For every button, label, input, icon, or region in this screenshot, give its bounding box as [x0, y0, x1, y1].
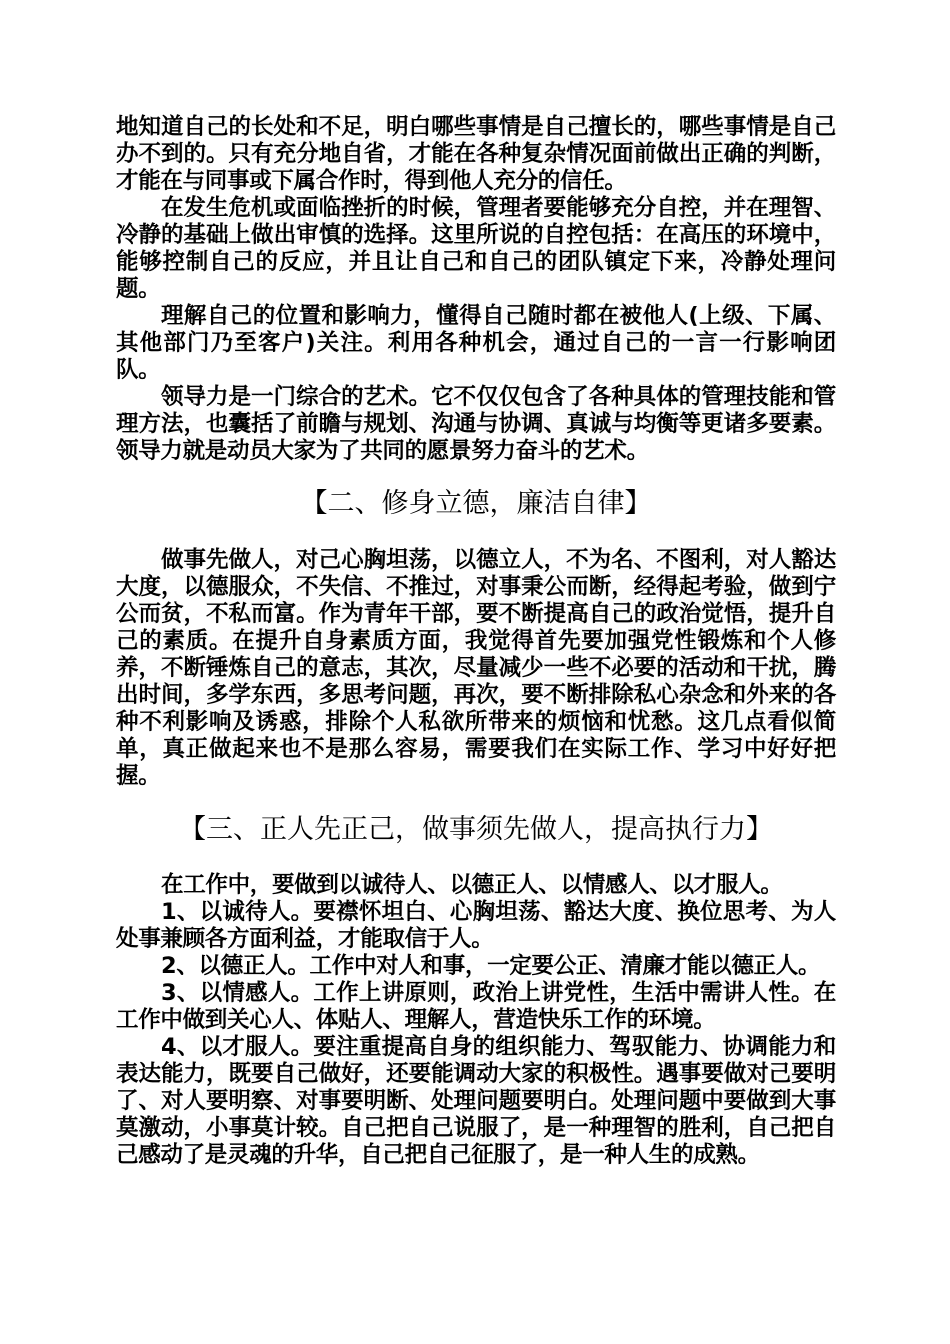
paragraph-self-cultivation: 做事先做人，对己心胸坦荡，以德立人，不为名、不图利，对人豁达大度，以德服众，不失信、不推过，对事秉公而断，经得起考验，做到宁公而贫，不私而富。作为青年干部，要不断提高自己的政治觉悟，提升自己的素质。在提升自身素质方面，我觉得首先要加强党性锻炼和个人修养，不断锤炼自己的意志，其次，尽量减少一些不必要的活动和干扰，腾出时间，多学东西，多思考问题，再次，要不断排除私心杂念和外来的各种不利影响及诱惑，排除个人私欲所带来的烦恼和忧愁。这几点看似简单，真正做起来也不是那么容易，需要我们在实际工作、学习中好好把握。	[116, 547, 836, 789]
list-item-sincerity: 1、以诚待人。要襟怀坦白、心胸坦荡、豁达大度、换位思考、为人处事兼顾各方面利益，才能取信于人。	[116, 899, 836, 952]
paragraph-leadership-art: 领导力是一门综合的艺术。它不仅仅包含了各种具体的管理技能和管理方法，也囊括了前瞻与规划、沟通与协调、真诚与均衡等更诸多要素。领导力就是动员大家为了共同的愿景努力奋斗的艺术。	[116, 384, 836, 464]
paragraph-self-control: 在发生危机或面临挫折的时候，管理者要能够充分自控，并在理智、冷静的基础上做出审慎的选择。这里所说的自控包括：在高压的环境中，能够控制自己的反应，并且让自己和自己的团队镇定下来，冷静处理问题。	[116, 195, 836, 302]
document-page	[116, 114, 836, 1169]
list-item-emotion: 3、以情感人。工作上讲原则，政治上讲党性，生活中需讲人性。在工作中做到关心人、体贴人、理解人，营造快乐工作的环境。	[116, 980, 836, 1033]
section-heading-2: 【二、修身立德，廉洁自律】	[300, 488, 652, 519]
paragraph-position-influence: 理解自己的位置和影响力，懂得自己随时都在被他人(上级、下属、其他部门乃至客户)关注。利用各种机会，通过自己的一言一行影响团队。	[116, 303, 836, 383]
list-item-virtue: 2、以德正人。工作中对人和事，一定要公正、清廉才能以德正人。	[161, 953, 821, 979]
paragraph-work-principles: 在工作中，要做到以诚待人、以德正人、以情感人、以才服人。	[161, 872, 783, 898]
paragraph-self-reflection: 地知道自己的长处和不足，明白哪些事情是自己擅长的，哪些事情是自己办不到的。只有充分地自省，才能在各种复杂情况面前做出正确的判断，才能在与同事或下属合作时，得到他人充分的信任。	[116, 114, 836, 194]
section-heading-3: 【三、正人先正己，做事须先做人，提高执行力】	[179, 814, 773, 845]
list-item-talent: 4、以才服人。要注重提高自身的组织能力、驾驭能力、协调能力和表达能力，既要自己做好，还要能调动大家的积极性。遇事要做对己要明了、对人要明察、对事要明断、处理问题要明白。处理问题中要做到大事莫激动，小事莫计较。自己把自己说服了，是一种理智的胜利，自己把自己感动了是灵魂的升华，自己把自己征服了，是一种人生的成熟。	[116, 1034, 836, 1168]
